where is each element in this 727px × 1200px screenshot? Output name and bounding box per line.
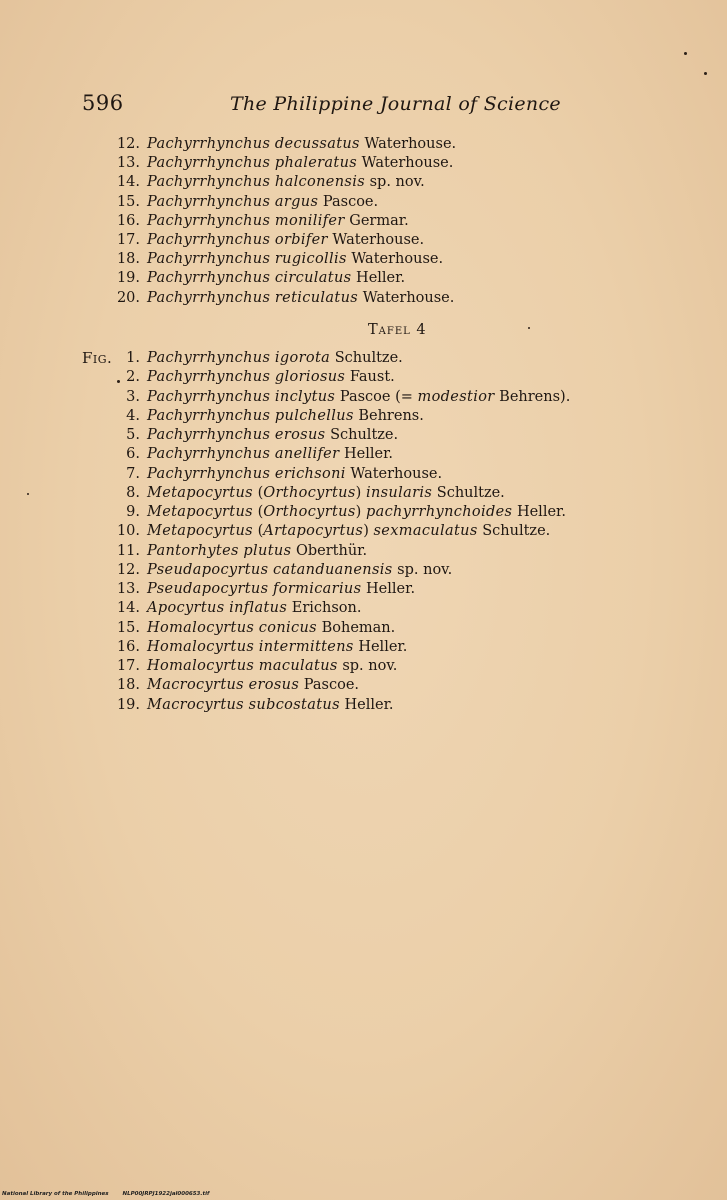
entry-text [147, 465, 442, 484]
genus-name: Pachyrrhynchus [147, 350, 271, 366]
species-name: plutus [243, 542, 292, 559]
list-item [0, 657, 727, 676]
entry-number: 13. [116, 155, 140, 172]
author-name: Waterhouse. [362, 289, 455, 306]
entry-number: 14. [116, 600, 140, 617]
list-item [0, 349, 727, 368]
species-name: decussatus [274, 136, 360, 152]
genus-name: Pachyrrhynchus [147, 388, 271, 405]
list-item [0, 542, 727, 561]
genus-name: Pachyrrhynchus [147, 289, 271, 306]
species-name: erichsoni [274, 465, 346, 482]
genus-name: Metapocyrtus [147, 523, 253, 540]
genus-name: Pachyrrhynchus [147, 427, 271, 443]
list-item [0, 154, 727, 173]
genus-name: Pachyrrhynchus [147, 465, 271, 482]
entry-number: 9. [126, 504, 140, 520]
species-name: inflatus [229, 600, 288, 617]
species-name: intermittens [258, 638, 354, 655]
list-item [0, 135, 727, 154]
genus-name: Pachyrrhynchus [147, 136, 271, 152]
entry-number: 17. [116, 658, 140, 674]
list-item [0, 250, 727, 269]
genus-name: Homalocyrtus [147, 638, 255, 655]
list-item [0, 696, 727, 715]
list-item [0, 503, 727, 522]
species-name: argus [274, 193, 319, 210]
list-item [0, 193, 727, 212]
species-name: reticulatus [274, 289, 359, 306]
journal-title: The Philippine Journal of Science [230, 93, 561, 115]
library-credit: National Library of the Philippines [2, 1191, 109, 1197]
list-item [0, 522, 727, 541]
author-name: Schultze. [334, 350, 403, 366]
author-name: Heller. [356, 270, 406, 287]
species-name: subcostatus [248, 696, 340, 713]
entry-number: 18. [116, 677, 140, 694]
species-name: inclytus [274, 388, 336, 405]
entry-number: 2. [126, 369, 140, 386]
author-name: Heller. [358, 638, 408, 655]
author-name: sp. nov. [342, 658, 398, 674]
author-name: Heller. [344, 696, 394, 713]
author-name: Pascoe [339, 388, 391, 405]
entry-number: 1. [126, 350, 140, 366]
scan-speck [704, 72, 707, 75]
entry-text [147, 542, 367, 561]
entry-text [147, 561, 452, 580]
entry-text [147, 269, 405, 288]
author-name: Schultze. [330, 427, 399, 443]
entry-number: 18. [116, 251, 140, 268]
list-item [0, 619, 727, 638]
species-name: circulatus [274, 270, 352, 287]
author-name: Waterhouse. [364, 136, 457, 152]
genus-name: Macrocyrtus [147, 677, 244, 694]
entry-number: 13. [116, 581, 140, 597]
entry-text [147, 289, 454, 308]
scan-speck [117, 380, 120, 383]
species-name: maculatus [258, 658, 338, 674]
author-name: sp. nov. [369, 174, 425, 191]
species-name: anellifer [274, 446, 340, 463]
entry-number: 5. [126, 427, 140, 443]
genus-name: Macrocyrtus [147, 696, 244, 713]
genus-name: Homalocyrtus [147, 658, 255, 674]
entry-text: Metapocyrtus (Artapocyrtus) sexmaculatus Schultze. [147, 523, 551, 540]
entry-number: 16. [116, 638, 140, 655]
author-name: Waterhouse. [361, 155, 454, 172]
author-name: Waterhouse. [350, 465, 443, 482]
entry-text [147, 619, 395, 638]
species-name: pulchellus [274, 407, 354, 424]
entry-text [147, 231, 424, 250]
author-name: Erichson. [291, 600, 362, 617]
entry-number: 3. [126, 388, 140, 405]
entry-text [147, 154, 453, 173]
entry-text [147, 349, 403, 368]
genus-name: Pachyrrhynchus [147, 251, 271, 268]
author-name: Heller. [366, 581, 416, 597]
entry-text [147, 657, 397, 676]
genus-name: Pachyrrhynchus [147, 407, 271, 424]
entry-text [147, 676, 359, 695]
author-name: Waterhouse. [351, 251, 444, 268]
author-name: Waterhouse. [332, 232, 425, 248]
species-name: halconensis [274, 174, 365, 191]
entry-text [147, 173, 425, 192]
genus-name: Pachyrrhynchus [147, 155, 271, 172]
entry-text [147, 696, 394, 715]
list-item [0, 599, 727, 618]
author-name: Pascoe. [303, 677, 360, 694]
species-name: pachyrrhynchoides [365, 504, 513, 520]
author-name: Schultze. [436, 484, 505, 501]
species-name: phaleratus [274, 155, 358, 172]
list-item [0, 484, 727, 503]
list-item [0, 638, 727, 657]
entry-text [147, 388, 570, 407]
scan-speck [684, 52, 687, 55]
list-item [0, 368, 727, 387]
species-name: gloriosus [274, 369, 346, 386]
author-name: Heller. [516, 504, 566, 520]
entry-number: 10. [116, 523, 140, 540]
author-name: Boheman. [321, 619, 396, 636]
list-item [0, 289, 727, 308]
genus-name: Homalocyrtus [147, 619, 255, 636]
list-item [0, 173, 727, 192]
entry-text [147, 250, 443, 269]
subgenus-name: Artapocyrtus [263, 523, 364, 540]
author-name: Oberthür. [296, 542, 368, 559]
entry-number: 12. [116, 561, 140, 578]
genus-name: Pachyrrhynchus [147, 270, 271, 287]
entry-text: Metapocyrtus (Orthocyrtus) insularis Schultze. [147, 484, 505, 501]
author-name: Pascoe. [322, 193, 379, 210]
species-name: conicus [258, 619, 317, 636]
entry-text [147, 445, 393, 464]
species-name: catanduanensis [273, 561, 393, 578]
entry-number: 19. [116, 270, 140, 287]
author-name: Heller. [344, 446, 394, 463]
species-name: insularis [365, 484, 433, 501]
entry-number: 15. [116, 193, 140, 210]
list-item [0, 407, 727, 426]
species-name: formicarius [273, 581, 362, 597]
synonym-author: Behrens). [499, 388, 571, 405]
subgenus-name: Orthocyrtus [263, 504, 356, 520]
genus-name: Pachyrrhynchus [147, 212, 271, 229]
list-item [0, 426, 727, 445]
entry-number: 17. [116, 232, 140, 248]
genus-name: Pachyrrhynchus [147, 369, 271, 386]
entry-number: 19. [116, 696, 140, 713]
genus-name: Pachyrrhynchus [147, 174, 271, 191]
species-name: erosus [274, 427, 326, 443]
author-name: Behrens. [358, 407, 424, 424]
figure-prefix: Fig. [82, 349, 113, 367]
species-name: erosus [248, 677, 300, 694]
plate-heading: Tafel 4 [368, 322, 427, 338]
entry-text [147, 426, 398, 445]
scan-footer [2, 1191, 221, 1197]
list-item [0, 561, 727, 580]
entry-number: 6. [126, 446, 140, 463]
entry-number: 7. [126, 465, 140, 482]
synonym-open: (= [395, 388, 413, 405]
entry-text: Metapocyrtus (Orthocyrtus) pachyrrhynchoides Heller. [147, 504, 566, 520]
entry-number: 15. [116, 619, 140, 636]
entry-text [147, 580, 415, 599]
entry-number: 4. [126, 407, 140, 424]
subgenus-name: Orthocyrtus [263, 484, 356, 501]
genus-name: Pachyrrhynchus [147, 446, 271, 463]
list-item [0, 445, 727, 464]
entry-number: 8. [126, 484, 140, 501]
author-name: Germar. [349, 212, 409, 229]
entry-number: 14. [116, 174, 140, 191]
entry-text [147, 135, 456, 154]
author-name: sp. nov. [397, 561, 453, 578]
entry-text [147, 407, 424, 426]
genus-name: Apocyrtus [147, 600, 225, 617]
list-item [0, 465, 727, 484]
entry-number: 12. [116, 136, 140, 152]
scan-speck [528, 327, 530, 329]
entry-number: 16. [116, 212, 140, 229]
list-item [0, 580, 727, 599]
species-name: orbifer [274, 232, 328, 248]
list-item [0, 212, 727, 231]
genus-name: Metapocyrtus [147, 484, 253, 501]
scan-speck [27, 493, 29, 495]
page-number: 596 [82, 91, 124, 115]
entry-number: 20. [116, 289, 140, 306]
genus-name: Pantorhytes [147, 542, 239, 559]
species-name: igorota [274, 350, 331, 366]
genus-name: Pachyrrhynchus [147, 193, 271, 210]
author-name: Faust. [349, 369, 395, 386]
genus-name: Pachyrrhynchus [147, 232, 271, 248]
scan-file-id: NLP00JRPJ1922jal000653.tif [122, 1191, 210, 1197]
running-header [82, 91, 582, 119]
entry-text [147, 368, 395, 387]
entry-text [147, 638, 407, 657]
genus-name: Pseudapocyrtus [147, 561, 269, 578]
list-item [0, 676, 727, 695]
species-name: monilifer [274, 212, 345, 229]
entry-text [147, 599, 361, 618]
genus-name: Metapocyrtus [147, 504, 253, 520]
list-item [0, 388, 727, 407]
entry-number: 11. [116, 542, 140, 559]
list-item [0, 231, 727, 250]
entry-text [147, 193, 378, 212]
list-item [0, 269, 727, 288]
species-name: rugicollis [274, 251, 347, 268]
synonym-name: modestior [417, 388, 495, 405]
entry-text [147, 212, 409, 231]
genus-name: Pseudapocyrtus [147, 581, 269, 597]
author-name: Schultze. [482, 523, 551, 540]
species-name: sexmaculatus [373, 523, 478, 540]
